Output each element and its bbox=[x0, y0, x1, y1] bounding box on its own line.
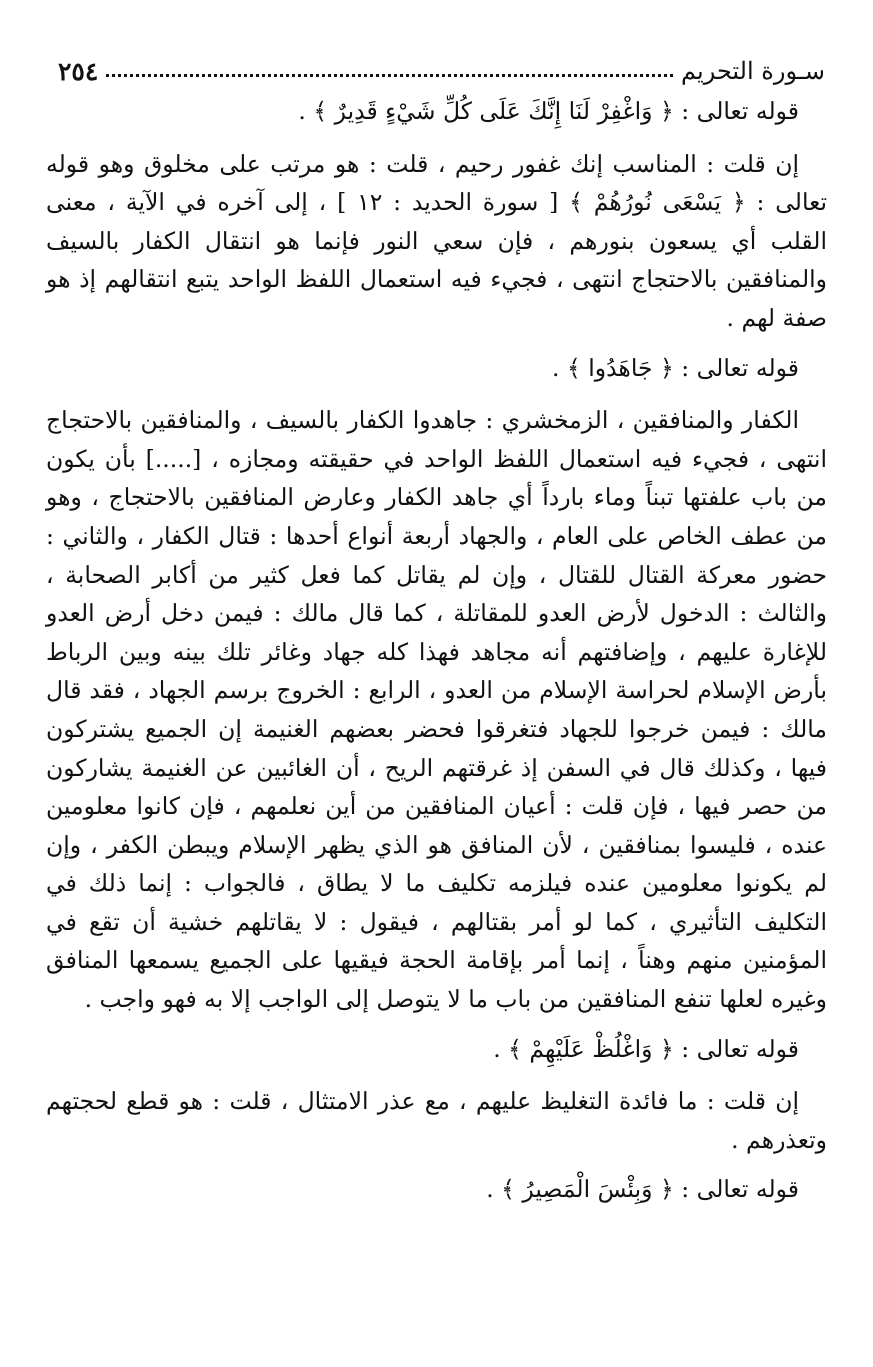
header-dotted-rule bbox=[106, 74, 673, 77]
page-header bbox=[48, 52, 825, 90]
verse-heading: قوله تعالى : ﴿ جَاهَدُوا ﴾ . bbox=[552, 353, 799, 382]
verse-heading: قوله تعالى : ﴿ وَاغْفِرْ لَنَا إِنَّكَ عَلَى كُلِّ شَيْءٍ قَدِيرٌ ﴾ . bbox=[298, 97, 799, 125]
commentary-paragraph: إن قلت : ما فائدة التغليظ عليهم ، مع عذر الامتثال ، قلت : هو قطع لحجتهم وتعذرهم . bbox=[46, 1087, 827, 1154]
verse-heading: قوله تعالى : ﴿ وَبِئْسَ الْمَصِيرُ ﴾ . bbox=[486, 1175, 799, 1204]
verse-heading: قوله تعالى : ﴿ وَاغْلُظْ عَلَيْهِمْ ﴾ . bbox=[493, 1034, 799, 1063]
commentary-paragraph: الكفار والمنافقين ، الزمخشري : جاهدوا الكفار بالسيف ، والمنافقين بالاحتجاج انتهى ، فجيء فيه استعمال اللفظ الواحد في حقيقته ومجازه ، [.....] بأن يكون من باب علفتها تبناً وماء بارداً أي جاهد الكفار وعارض المنافقين بالاحتجاج ، وهو من عطف الخاص على العام ، والجهاد أربعة أنواع أحدها : قتال الكفار ، والثاني : حضور معركة القتال للقتال ، وإن لم يقاتل كما فعل كثير من أكابر الصحابة ، والثالث : الدخول لأرض العدو للمقاتلة ، كما قال مالك : فيمن دخل أرض العدو للإغارة عليهم ، وإضافتهم أنه مجاهد فهذا كله جهاد وغائر تلك بينه وبين الرباط بأرض الإسلام لحراسة الإسلام من العدو ، الرابع : الخروج برسم الجهاد ، فقد قال مالك : فيمن خرجوا للجهاد فتغرقوا فحضر بعضهم الغنيمة إن الجميع يشتركون فيها ، وكذلك قال في السفن إذ غرقتهم الريح ، أن الغائبين عن الغنيمة يشاركون من حصر فيها ، فإن قلت : أعيان المنافقين من أين نعلمهم ، فإن كانوا معلومين عنده ، فليسوا بمنافقين ، لأن المنافق هو الذي يظهر الإسلام ويبطن الكفر ، وإن لم يكونوا معلومين عنده فيلزمه تكليف ما لا يطاق ، فالجواب : إنما ذلك في التكليف التأثيري ، كما لو أمر بقتالهم ، فيقول : لا يقاتلهم خشية أن تقع في المؤمنين منهم وهناً ، إنما أمر بإقامة الحجة فيقيها على الجميع يسمعها المنافق وغيره لعلها تنفع المنافقين من باب ما لا يتوصل إلى الواجب إلا به فهو واجب . bbox=[46, 406, 827, 1014]
page-number: ٢٥٤ bbox=[58, 56, 99, 86]
page-body bbox=[46, 92, 827, 1209]
commentary-paragraph: إن قلت : المناسب إنك غفور رحيم ، قلت : هو مرتب على مخلوق وهو قوله تعالى : ﴿ يَسْعَى نُورُهُمْ ﴾ [ سورة الحديد : ١٢ ] ، إلى آخره في الآية ، معنى القلب أي يسعون بنورهم ، فإن سعي النور فإنما هو انتقال الكفار بالسيف والمنافقين بالاحتجاج انتهى ، فجيء فيه استعمال اللفظ الواحد يتبع انتقالهم إذ هو صفة لهم . bbox=[46, 149, 827, 332]
surah-title: سـورة التحريم bbox=[681, 57, 825, 85]
